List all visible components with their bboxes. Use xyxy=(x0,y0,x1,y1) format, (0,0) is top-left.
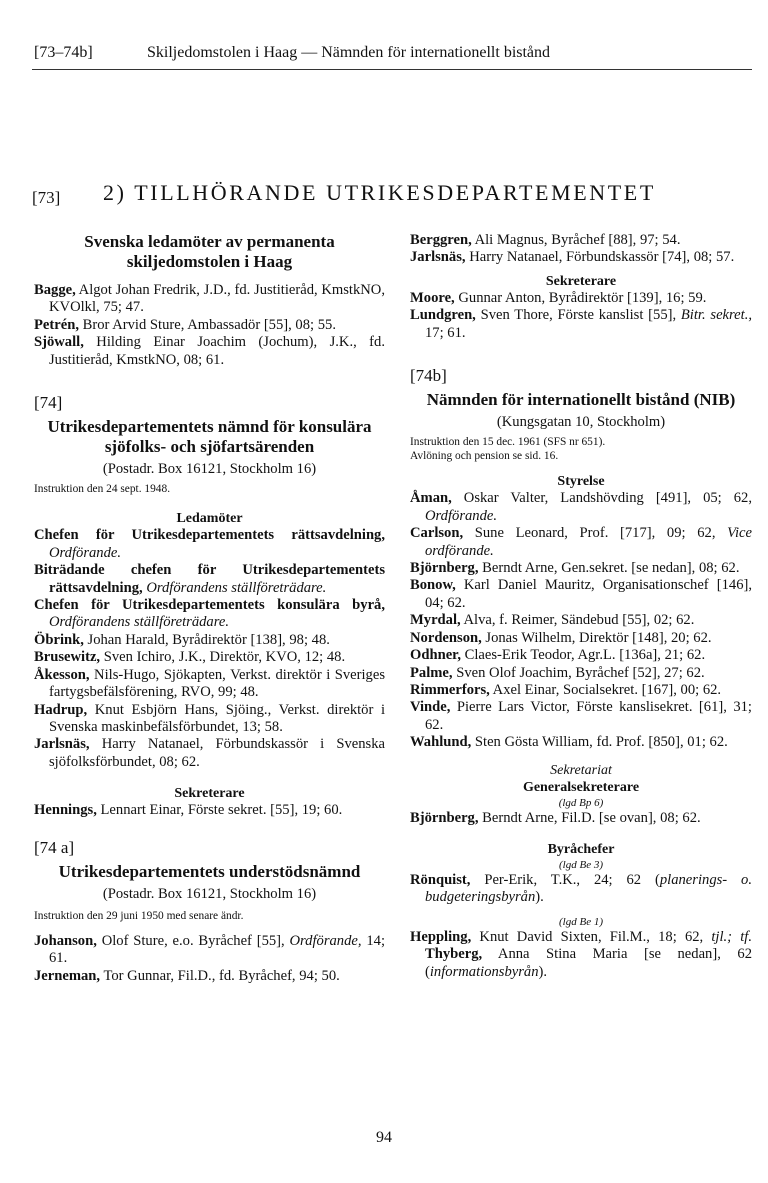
section-title: 2) TILLHÖRANDE UTRIKESDEPARTEMENTET xyxy=(103,180,656,205)
entry-aman: Åman, Oskar Valter, Landshövding [491], 05; 62, Ordförande. xyxy=(410,490,752,524)
entry-johanson: Johanson, Olof Sture, e.o. Byråchef [55], Ordförande, 14; 61. xyxy=(34,932,385,967)
running-head-title: Skiljedomstolen i Haag — Nämnden för internationellt bistånd xyxy=(147,44,551,61)
header-rule xyxy=(32,69,752,70)
entry-odhner: Odhner, Claes-Erik Teodor, Agr.L. [136a], 21; 62. xyxy=(410,647,706,664)
section-74a-instruction: Instruktion den 29 juni 1950 med senare ändr. xyxy=(34,909,244,922)
left-column xyxy=(34,232,385,985)
section-74b-number: [74b] xyxy=(410,366,447,386)
gensek-label: Generalsekreterare xyxy=(522,779,640,795)
byra-label: Byråchefer xyxy=(547,841,615,857)
section-74a-heading: Utrikesdepartementets understödsnämnd xyxy=(58,861,361,881)
entry-berggren: Berggren, Ali Magnus, Byråchef [88], 97; 54. xyxy=(410,232,681,248)
entry-jerneman: Jerneman, Tor Gunnar, Fil.D., fd. Byråchef, 94; 50. xyxy=(34,967,340,984)
section-74a-number: [74 a] xyxy=(34,837,75,857)
entry-rimmerfors: Rimmerfors, Axel Einar, Socialsekret. [167], 00; 62. xyxy=(410,681,722,698)
entry-bjornberg: Björnberg, Berndt Arne, Gen.sekret. [se nedan], 08; 62. xyxy=(410,560,740,577)
section-74-heading: Utrikesdepartementets nämnd för konsulära sjöfolks- och sjöfartsärenden xyxy=(47,417,372,457)
haag-heading: Svenska ledamöter av permanenta skiljedomstolen i Haag xyxy=(84,232,335,271)
section-74-instruction: Instruktion den 24 sept. 1948. xyxy=(34,483,171,496)
entry-vinde: Vinde, Pierre Lars Victor, Förste kanslisekret. [61], 31; 62. xyxy=(410,699,752,733)
entry-ronquist: Rönquist, Per-Erik, T.K., 24; 62 (planerings- o. budgeteringsbyrån). xyxy=(410,871,752,906)
page-number: 94 xyxy=(376,1129,392,1146)
secretaries-label-2: Sekreterare xyxy=(545,273,617,289)
section-74b-heading: Nämnden för internationellt bistånd (NIB) xyxy=(426,390,736,410)
members-label: Ledamöter xyxy=(176,511,243,527)
entry-bjornberg-gensek: Björnberg, Berndt Arne, Fil.D. [se ovan], 08; 62. xyxy=(410,809,701,826)
right-column xyxy=(410,232,752,981)
entry-nordenson: Nordenson, Jonas Wilhelm, Direktör [148], 20; 62. xyxy=(410,629,712,646)
entry-jarlsnas: Jarlsnäs, Harry Natanael, Förbundskassör i Svenska sjöfolksförbundet, 08; 62. xyxy=(34,736,385,770)
entry-wahlund: Wahlund, Sten Gösta William, fd. Prof. [850], 01; 62. xyxy=(410,734,728,751)
gensek-grade: (lgd Bp 6) xyxy=(558,796,604,809)
secretaries-label: Sekreterare xyxy=(174,786,245,802)
entry-akesson: Åkesson, Nils-Hugo, Sjökapten, Verkst. direktör i Sveriges fartygsbefälsförening, RVO, 99; 48. xyxy=(34,666,385,701)
section-74b-instruction: Instruktion den 15 dec. 1961 (SFS nr 651). xyxy=(410,436,606,449)
entry-myrdal: Myrdal, Alva, f. Reimer, Sändebud [55], 02; 62. xyxy=(410,612,695,629)
section-74-number: [74] xyxy=(34,393,63,413)
entry-heppling: Heppling, Knut David Sixten, Fil.M., 18; 62, tjl.; tf. Thyberg, Anna Stina Maria [se nedan], 62 (informationsbyrån). xyxy=(410,928,752,980)
entry-lundgren: Lundgren, Sven Thore, Förste kanslist [55], Bitr. sekret., 17; 61. xyxy=(410,307,752,341)
entry-palme: Palme, Sven Olof Joachim, Byråchef [52], 27; 62. xyxy=(410,664,705,681)
entry-moore: Moore, Gunnar Anton, Byrådirektör [139], 16; 59. xyxy=(410,289,707,306)
section-74a-address: (Postadr. Box 16121, Stockholm 16) xyxy=(102,885,317,902)
secretariat-label: Sekretariat xyxy=(550,762,612,778)
running-head-code: [73–74b] xyxy=(34,44,93,61)
byra1-grade: (lgd Be 3) xyxy=(559,858,603,871)
entry-hadrup: Hadrup, Knut Esbjörn Hans, Sjöing., Verkst. direktör i Svenska maskinbefälsförbundet, 13; 58. xyxy=(34,701,385,735)
entry-brusewitz: Brusewitz, Sven Ichiro, J.K., Direktör, KVO, 12; 48. xyxy=(34,649,346,666)
entry-obrink: Öbrink, Johan Harald, Byrådirektör [138], 98; 48. xyxy=(34,631,330,648)
role-entry: Biträdande chefen för Utrikesdepartementets rättsavdelning, Ordförandens ställföreträdare. xyxy=(34,562,385,596)
entry-sjowall: Sjöwall, Hilding Einar Joachim (Jochum), J.K., fd. Justitieråd, KmstkNO, 08; 61. xyxy=(34,334,385,368)
section-number: [73] xyxy=(32,188,61,207)
section-74b-address: (Kungsgatan 10, Stockholm) xyxy=(496,414,666,431)
entry-petren: Petrén, Bror Arvid Sture, Ambassadör [55], 08; 55. xyxy=(34,316,336,333)
entry-carlson: Carlson, Sune Leonard, Prof. [717], 09; 62, Vice ordförande. xyxy=(410,525,752,559)
role-entry: Chefen för Utrikesdepartementets rättsavdelning, Ordförande. xyxy=(34,527,385,561)
section-74b-pension-note: Avlöning och pension se sid. 16. xyxy=(410,450,559,463)
board-label: Styrelse xyxy=(557,474,605,490)
entry-hennings: Hennings, Lennart Einar, Förste sekret. [55], 19; 60. xyxy=(34,802,343,819)
entry-bagge: Bagge, Algot Johan Fredrik, J.D., fd. Justitieråd, KmstkNO, KVOlkl, 75; 47. xyxy=(34,282,385,316)
entry-jarlsnas-2: Jarlsnäs, Harry Natanael, Förbundskassör [74], 08; 57. xyxy=(410,249,735,266)
byra2-grade: (lgd Be 1) xyxy=(559,915,603,928)
section-74-address: (Postadr. Box 16121, Stockholm 16) xyxy=(102,461,317,478)
entry-bonow: Bonow, Karl Daniel Mauritz, Organisationschef [146], 04; 62. xyxy=(410,577,752,611)
role-entry: Chefen för Utrikesdepartementets konsulära byrå, Ordförandens ställföreträdare. xyxy=(34,597,385,631)
